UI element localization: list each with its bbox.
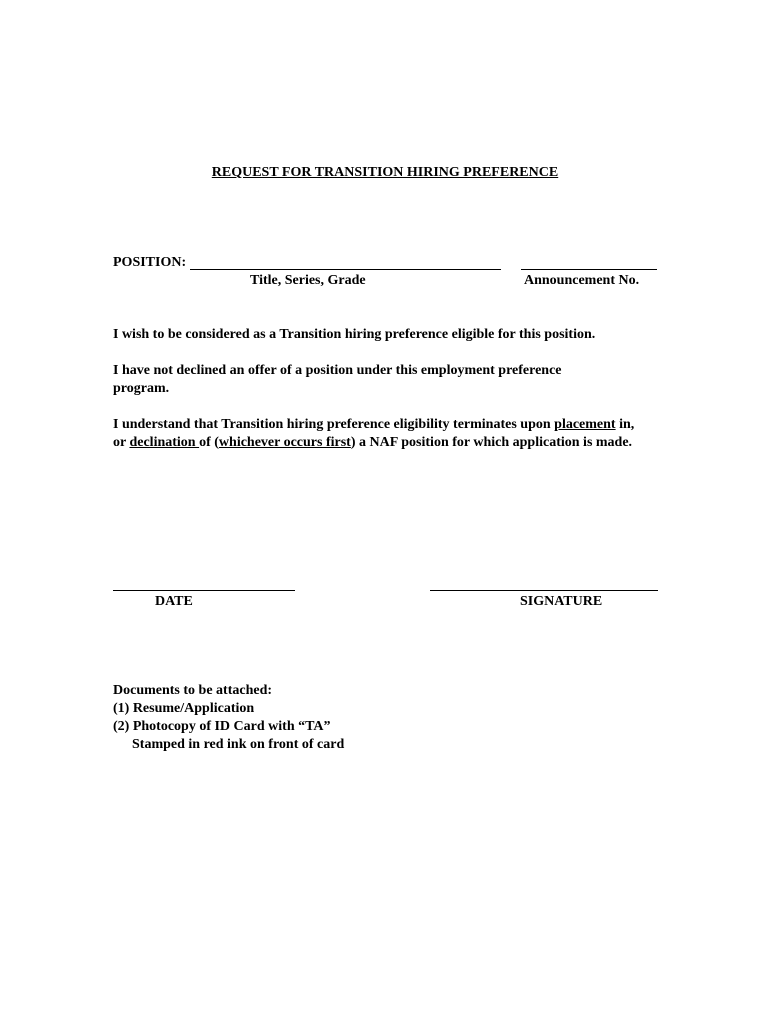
position-label: POSITION: <box>113 255 187 270</box>
announcement-caption: Announcement No. <box>524 273 640 288</box>
placement-term: placement <box>554 417 616 432</box>
documents-heading: Documents to be attached: <box>113 683 273 698</box>
statement-3-part-3: of ( <box>199 435 219 450</box>
signature-field[interactable] <box>430 590 658 591</box>
date-caption: DATE <box>155 594 193 609</box>
documents-item-1: (1) Resume/Application <box>113 701 255 716</box>
announcement-number-field[interactable] <box>521 269 657 270</box>
documents-item-2: (2) Photocopy of ID Card with “TA” <box>113 719 331 734</box>
title-series-grade-caption: Title, Series, Grade <box>250 273 366 288</box>
page-title: REQUEST FOR TRANSITION HIRING PREFERENCE <box>211 165 559 180</box>
documents-item-2-continuation: Stamped in red ink on front of card <box>132 737 345 752</box>
statement-3 <box>113 416 638 452</box>
statement-1: I wish to be considered as a Transition hiring preference eligible for this position. <box>113 327 596 342</box>
declination-term: declination <box>129 435 200 450</box>
signature-caption: SIGNATURE <box>520 594 603 609</box>
statement-2: I have not declined an offer of a position under this employment preference program. <box>113 363 562 396</box>
date-field[interactable] <box>113 590 295 591</box>
title-series-grade-field[interactable] <box>190 269 501 270</box>
statement-3-part-4: ) a NAF position for which application is made. <box>350 435 633 450</box>
whichever-occurs-first-term: whichever occurs first <box>218 435 351 450</box>
statement-3-part-1: I understand that Transition hiring preference eligibility terminates upon <box>113 417 555 432</box>
statement-3-part-2: in, or <box>113 417 635 450</box>
